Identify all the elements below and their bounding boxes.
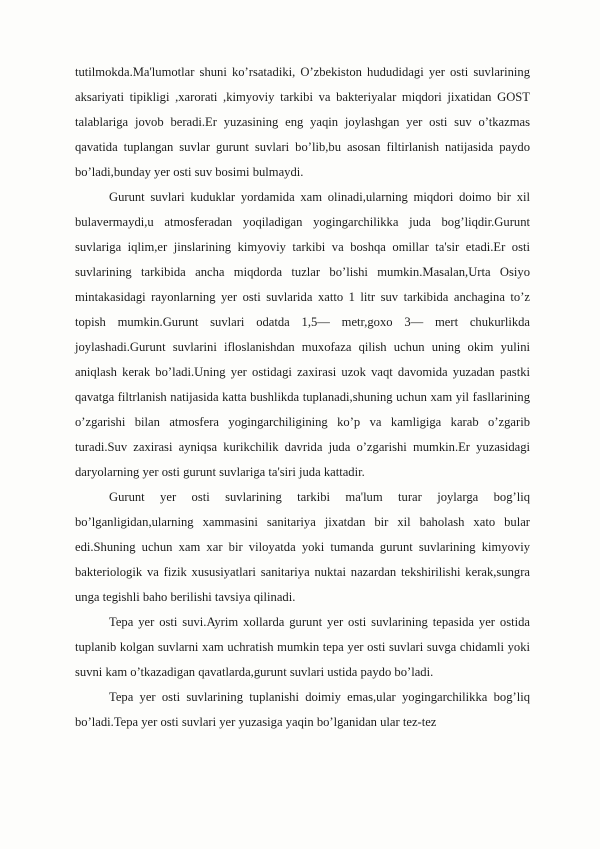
document-body <box>75 60 530 735</box>
paragraph-gurunt-suvlari: Gurunt suvlari kuduklar yordamida xam olinadi,ularning miqdori doimo bir xil bulavermaydi,u atmosferadan yoqiladigan yogingarchilikka juda bog’liqdir.Gurunt suvlariga iqlim,er jinslarining kimyoviy tarkibi va boshqa omillar ta'sir etadi.Er osti suvlarining tarkibida ancha miqdorda tuzlar bo’lishi mumkin.Masalan,Urta Osiyo mintakasidagi rayonlarning yer osti suvlarida xatto 1 litr suv tarkibida anchagina to’z topish mumkin.Gurunt suvlari odatda 1,5— metr,goxo 3— mert chukurlikda joylashadi.Gurunt suvlarini ifloslanishdan muxofaza qilish uchun uning okim yulini aniqlash kerak bo’ladi.Uning yer ostidagi zaxirasi uzok vaqt davomida yuzadan pastki qavatga filtrlanish natijasida katta bushlikda tuplanadi,shuning uchun xam yil fasllarining o’zgarishi bilan atmosfera yogingarchiligining ko’p va kamligiga karab o’zgarib turadi.Suv zaxirasi ayniqsa kurikchilik davrida juda o’zgarishi mumkin.Er yuzasidagi daryolarning yer osti gurunt suvlariga ta'siri juda kattadir. <box>75 190 530 479</box>
paragraph-tepa-accumulation: Tepa yer osti suvlarining tuplanishi doimiy emas,ular yogingarchilikka bog’liq bo’ladi.Tepa yer osti suvlari yer yuzasiga yaqin bo’lganidan ular tez-tez <box>75 690 530 729</box>
paragraph-tepa-yer-osti-suvi: Tepa yer osti suvi.Ayrim xollarda gurunt yer osti suvlarining tepasida yer ostida tuplanib kolgan suvlarni xam uchratish mumkin tepa yer osti suvlari suvga chidamli yoki suvni kam o’tkazadigan qavatlarda,gurunt suvlari ustida paydo bo’ladi. <box>75 615 530 679</box>
paragraph-continued: tutilmokda.Ma'lumotlar shuni ko’rsatadiki, O’zbekiston hududidagi yer osti suvlarining aksariyati tipikligi ,xarorati ,kimyoviy tarkibi va bakteriyalar miqdori jixatidan GOST talablariga jovob beradi.Er yuzasining eng yaqin joylashgan yer osti suv o’tkazmas qavatida tuplangan suvlar gurunt suvlari bo’lib,bu asosan filtirlanish natijasida paydo bo’ladi,bunday yer osti suv bosimi bulmaydi. <box>75 65 530 179</box>
paragraph-sanitary-assessment: Gurunt yer osti suvlarining tarkibi ma'lum turar joylarga bog’liq bo’lganligidan,ularning xammasini sanitariya jixatdan bir xil baholash xato bular edi.Shuning uchun xam xar bir viloyatda yoki tumanda gurunt suvlarining kimyoviy bakteriologik va fizik xususiyatlari sanitariya nuktai nazardan tekshirilishi kerak,sungra unga tegishli baho berilishi tavsiya qilinadi. <box>75 490 530 604</box>
